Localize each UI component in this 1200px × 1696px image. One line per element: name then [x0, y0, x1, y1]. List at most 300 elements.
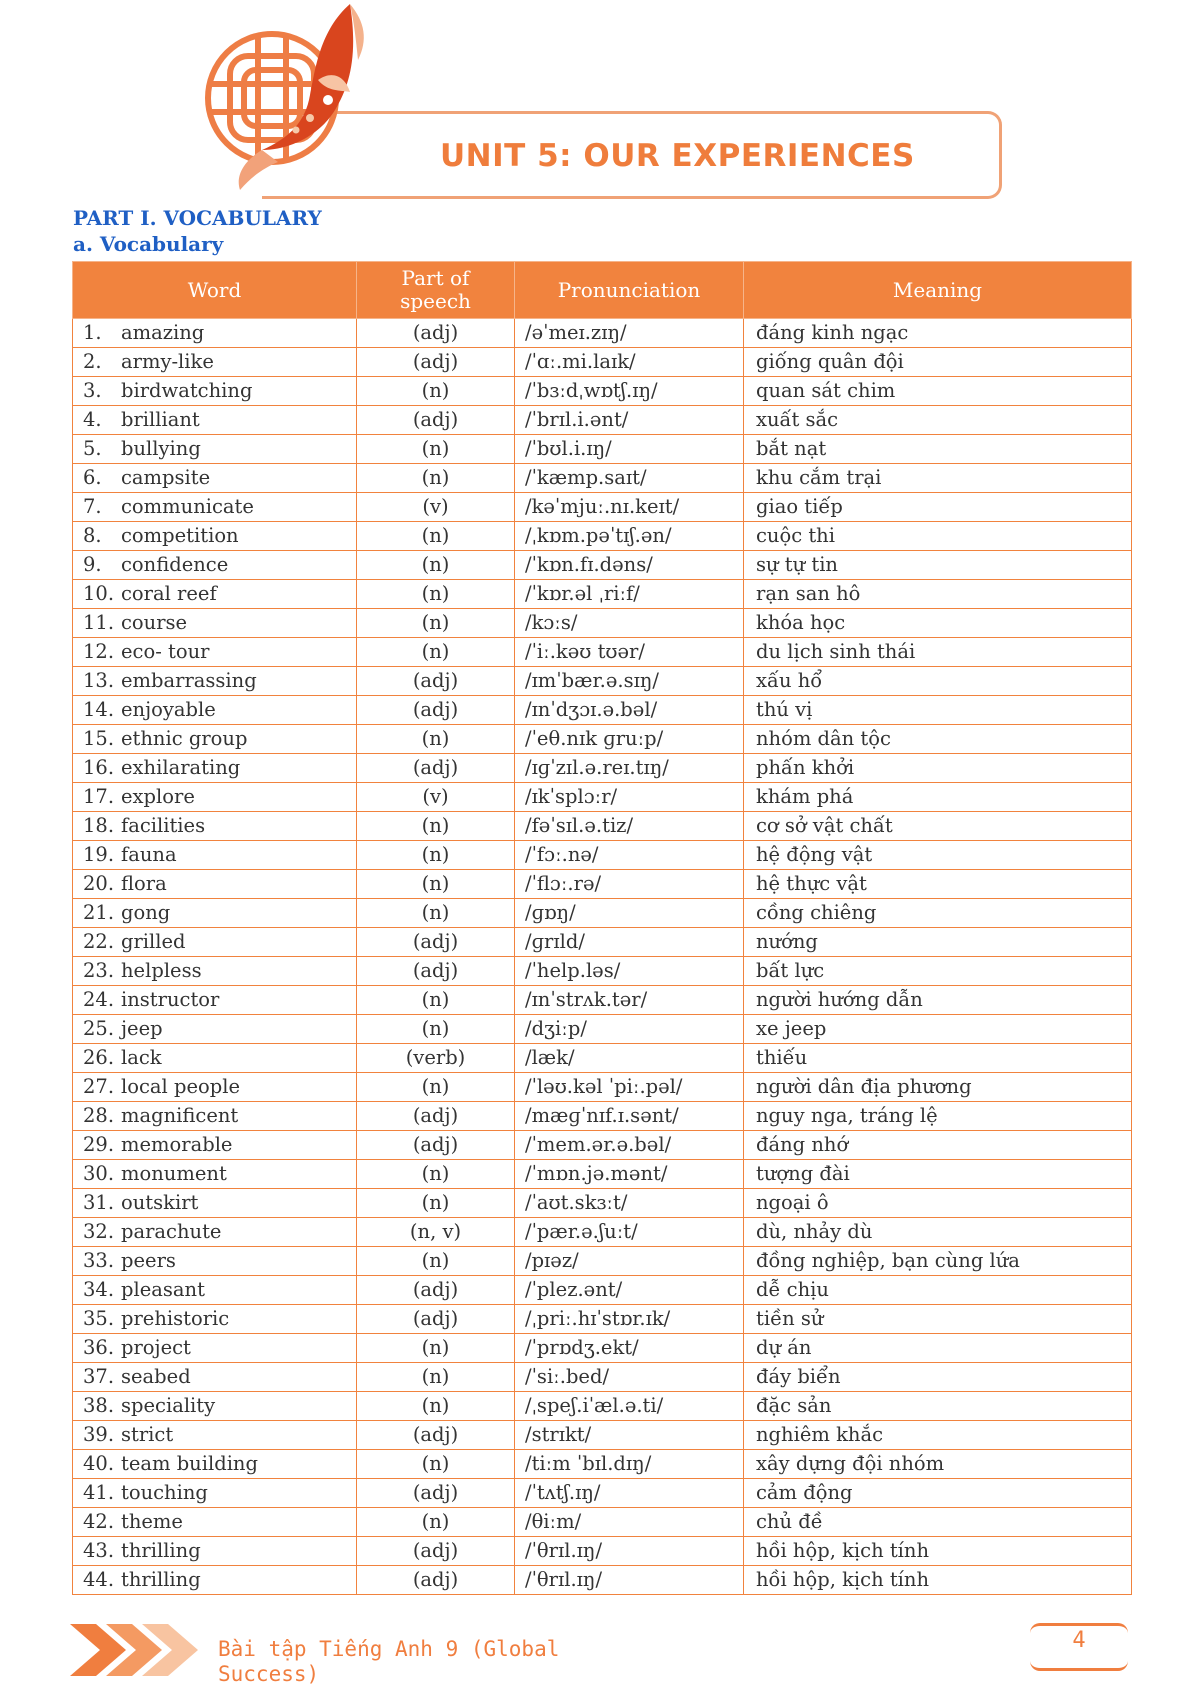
header-part-of-speech	[357, 262, 515, 319]
word-cell	[73, 1131, 357, 1160]
part-of-speech-cell: (n)	[357, 1247, 515, 1276]
word-cell	[73, 928, 357, 957]
part-of-speech-cell: (n)	[357, 1015, 515, 1044]
pronunciation-cell: /ˈplez.ənt/	[515, 1276, 744, 1305]
pronunciation-cell: /ɪnˈstrʌk.tər/	[515, 986, 744, 1015]
word-cell	[73, 783, 357, 812]
word-text: instructor	[121, 988, 220, 1011]
koi-fish-emblem-icon	[200, 0, 400, 205]
part-of-speech-cell: (adj)	[357, 1276, 515, 1305]
part-of-speech-cell: (n)	[357, 1392, 515, 1421]
meaning-cell: đáng nhớ	[744, 1131, 1132, 1160]
part-of-speech-cell: (n)	[357, 551, 515, 580]
word-cell	[73, 638, 357, 667]
pronunciation-cell: /ˌpriː.hɪˈstɒr.ɪk/	[515, 1305, 744, 1334]
word-cell	[73, 464, 357, 493]
meaning-cell: phấn khởi	[744, 754, 1132, 783]
row-number: 15.	[83, 727, 115, 750]
pronunciation-cell: /ˈkæmp.saɪt/	[515, 464, 744, 493]
word-text: birdwatching	[121, 379, 253, 402]
table-row	[73, 957, 1132, 986]
meaning-cell: đồng nghiệp, bạn cùng lứa	[744, 1247, 1132, 1276]
word-cell	[73, 870, 357, 899]
part-of-speech-cell: (n)	[357, 870, 515, 899]
word-text: magnificent	[121, 1104, 239, 1127]
table-row	[73, 464, 1132, 493]
meaning-cell: hệ thực vật	[744, 870, 1132, 899]
word-cell	[73, 841, 357, 870]
part-of-speech-cell: (n)	[357, 986, 515, 1015]
table-row	[73, 783, 1132, 812]
pronunciation-cell: /ˈsiː.bed/	[515, 1363, 744, 1392]
word-cell	[73, 609, 357, 638]
row-number: 40.	[83, 1452, 115, 1475]
meaning-cell: tượng đài	[744, 1160, 1132, 1189]
pronunciation-cell: /ˌkɒm.pəˈtɪʃ.ən/	[515, 522, 744, 551]
part-of-speech-cell: (n)	[357, 377, 515, 406]
pronunciation-cell: /ˌspeʃ.iˈæl.ə.ti/	[515, 1392, 744, 1421]
row-number: 16.	[83, 756, 115, 779]
part-of-speech-cell: (n)	[357, 435, 515, 464]
meaning-cell: nhóm dân tộc	[744, 725, 1132, 754]
row-number: 35.	[83, 1307, 115, 1330]
part-of-speech-cell: (n)	[357, 1363, 515, 1392]
page-header	[0, 0, 1200, 205]
header-meaning: Meaning	[744, 262, 1132, 319]
word-cell	[73, 1450, 357, 1479]
word-cell	[73, 348, 357, 377]
row-number: 34.	[83, 1278, 115, 1301]
meaning-cell: đáng kinh ngạc	[744, 319, 1132, 348]
word-cell	[73, 1334, 357, 1363]
row-number: 24.	[83, 988, 115, 1011]
word-cell	[73, 493, 357, 522]
table-row	[73, 1247, 1132, 1276]
part-of-speech-cell: (adj)	[357, 1131, 515, 1160]
word-text: seabed	[121, 1365, 191, 1388]
table-row	[73, 812, 1132, 841]
pronunciation-cell: /ˈmem.ər.ə.bəl/	[515, 1131, 744, 1160]
table-row	[73, 754, 1132, 783]
meaning-cell: cuộc thi	[744, 522, 1132, 551]
table-row	[73, 1537, 1132, 1566]
meaning-cell: tiền sử	[744, 1305, 1132, 1334]
word-cell	[73, 1218, 357, 1247]
row-number: 27.	[83, 1075, 115, 1098]
pronunciation-cell: /pɪəz/	[515, 1247, 744, 1276]
meaning-cell: du lịch sinh thái	[744, 638, 1132, 667]
part-of-speech-cell: (n)	[357, 1334, 515, 1363]
part-of-speech-cell: (n)	[357, 1189, 515, 1218]
pronunciation-cell: /ɪnˈdʒɔɪ.ə.bəl/	[515, 696, 744, 725]
word-cell	[73, 1189, 357, 1218]
word-cell	[73, 1247, 357, 1276]
table-row	[73, 1160, 1132, 1189]
part-of-speech-cell: (adj)	[357, 1421, 515, 1450]
pronunciation-cell: /ɪɡˈzɪl.ə.reɪ.tɪŋ/	[515, 754, 744, 783]
word-text: explore	[121, 785, 195, 808]
word-text: exhilarating	[121, 756, 241, 779]
meaning-cell: nướng	[744, 928, 1132, 957]
word-cell	[73, 1537, 357, 1566]
word-cell	[73, 377, 357, 406]
meaning-cell: dễ chịu	[744, 1276, 1132, 1305]
word-cell	[73, 754, 357, 783]
part-of-speech-cell: (n)	[357, 1450, 515, 1479]
row-number: 44.	[83, 1568, 115, 1591]
row-number: 9.	[83, 553, 102, 576]
part-heading: PART I. VOCABULARY	[73, 206, 322, 230]
word-text: peers	[121, 1249, 176, 1272]
meaning-cell: xuất sắc	[744, 406, 1132, 435]
table-row	[73, 1508, 1132, 1537]
word-text: local people	[121, 1075, 240, 1098]
row-number: 32.	[83, 1220, 115, 1243]
part-of-speech-cell: (n, v)	[357, 1218, 515, 1247]
part-of-speech-cell: (adj)	[357, 1102, 515, 1131]
part-of-speech-cell: (n)	[357, 638, 515, 667]
table-row	[73, 493, 1132, 522]
word-text: pleasant	[121, 1278, 205, 1301]
meaning-cell: nghiêm khắc	[744, 1421, 1132, 1450]
header-pos-line1: Part of	[401, 266, 470, 290]
meaning-cell: đáy biển	[744, 1363, 1132, 1392]
word-cell	[73, 522, 357, 551]
part-of-speech-cell: (n)	[357, 841, 515, 870]
table-header-row	[73, 262, 1132, 319]
table-row	[73, 1479, 1132, 1508]
word-cell	[73, 1363, 357, 1392]
row-number: 33.	[83, 1249, 115, 1272]
part-of-speech-cell: (adj)	[357, 754, 515, 783]
meaning-cell: ngoại ô	[744, 1189, 1132, 1218]
part-of-speech-cell: (n)	[357, 522, 515, 551]
part-of-speech-cell: (n)	[357, 1073, 515, 1102]
table-row	[73, 1363, 1132, 1392]
pronunciation-cell: /ˈeθ.nɪk ɡruːp/	[515, 725, 744, 754]
table-row	[73, 841, 1132, 870]
pronunciation-cell: /ˈpær.ə.ʃuːt/	[515, 1218, 744, 1247]
part-of-speech-cell: (adj)	[357, 319, 515, 348]
meaning-cell: giao tiếp	[744, 493, 1132, 522]
row-number: 23.	[83, 959, 115, 982]
table-row	[73, 348, 1132, 377]
word-text: thrilling	[121, 1568, 201, 1591]
part-of-speech-cell: (v)	[357, 783, 515, 812]
meaning-cell: rạn san hô	[744, 580, 1132, 609]
word-cell	[73, 1305, 357, 1334]
part-of-speech-cell: (adj)	[357, 406, 515, 435]
word-text: grilled	[121, 930, 186, 953]
word-cell	[73, 1102, 357, 1131]
pronunciation-cell: /ɡɒŋ/	[515, 899, 744, 928]
meaning-cell: cảm động	[744, 1479, 1132, 1508]
part-of-speech-cell: (n)	[357, 812, 515, 841]
pronunciation-cell: /ˈkɒn.fɪ.dəns/	[515, 551, 744, 580]
row-number: 26.	[83, 1046, 115, 1069]
table-row	[73, 1566, 1132, 1595]
word-cell	[73, 1044, 357, 1073]
word-cell	[73, 1073, 357, 1102]
meaning-cell: thiếu	[744, 1044, 1132, 1073]
table-row	[73, 551, 1132, 580]
pronunciation-cell: /ˈaʊt.skɜːt/	[515, 1189, 744, 1218]
meaning-cell: sự tự tin	[744, 551, 1132, 580]
part-of-speech-cell: (v)	[357, 493, 515, 522]
row-number: 36.	[83, 1336, 115, 1359]
pronunciation-cell: /ˈθrɪl.ɪŋ/	[515, 1566, 744, 1595]
row-number: 43.	[83, 1539, 115, 1562]
part-of-speech-cell: (n)	[357, 899, 515, 928]
word-text: bullying	[121, 437, 201, 460]
table-row	[73, 1421, 1132, 1450]
pronunciation-cell: /kɔːs/	[515, 609, 744, 638]
pronunciation-cell: /strɪkt/	[515, 1421, 744, 1450]
meaning-cell: hồi hộp, kịch tính	[744, 1537, 1132, 1566]
row-number: 11.	[83, 611, 115, 634]
row-number: 18.	[83, 814, 115, 837]
table-row	[73, 1131, 1132, 1160]
row-number: 30.	[83, 1162, 115, 1185]
pronunciation-cell: /læk/	[515, 1044, 744, 1073]
pronunciation-cell: /ˈtʌtʃ.ɪŋ/	[515, 1479, 744, 1508]
row-number: 29.	[83, 1133, 115, 1156]
word-text: gong	[121, 901, 171, 924]
part-of-speech-cell: (n)	[357, 580, 515, 609]
word-cell	[73, 1392, 357, 1421]
word-text: theme	[121, 1510, 183, 1533]
table-row	[73, 638, 1132, 667]
word-text: prehistoric	[121, 1307, 230, 1330]
meaning-cell: người dân địa phương	[744, 1073, 1132, 1102]
part-of-speech-cell: (verb)	[357, 1044, 515, 1073]
part-of-speech-cell: (n)	[357, 1508, 515, 1537]
row-number: 19.	[83, 843, 115, 866]
meaning-cell: khám phá	[744, 783, 1132, 812]
word-text: eco- tour	[121, 640, 210, 663]
row-number: 41.	[83, 1481, 115, 1504]
meaning-cell: thú vị	[744, 696, 1132, 725]
table-row	[73, 1392, 1132, 1421]
word-cell	[73, 899, 357, 928]
word-text: flora	[121, 872, 167, 895]
word-text: lack	[121, 1046, 162, 1069]
part-of-speech-cell: (adj)	[357, 667, 515, 696]
word-text: competition	[121, 524, 239, 547]
table-row	[73, 667, 1132, 696]
part-of-speech-cell: (n)	[357, 464, 515, 493]
word-text: coral reef	[121, 582, 217, 605]
table-row	[73, 522, 1132, 551]
table-row	[73, 1015, 1132, 1044]
row-number: 14.	[83, 698, 115, 721]
unit-title: UNIT 5: OUR EXPERIENCES	[440, 138, 915, 174]
row-number: 28.	[83, 1104, 115, 1127]
meaning-cell: dự án	[744, 1334, 1132, 1363]
table-row	[73, 870, 1132, 899]
word-cell	[73, 319, 357, 348]
part-of-speech-cell: (adj)	[357, 957, 515, 986]
word-text: speciality	[121, 1394, 216, 1417]
row-number: 6.	[83, 466, 102, 489]
vocabulary-table	[72, 261, 1132, 1595]
row-number: 37.	[83, 1365, 115, 1388]
word-cell	[73, 725, 357, 754]
table-body	[73, 319, 1132, 1595]
row-number: 5.	[83, 437, 102, 460]
meaning-cell: cồng chiêng	[744, 899, 1132, 928]
word-text: project	[121, 1336, 191, 1359]
meaning-cell: khóa học	[744, 609, 1132, 638]
pronunciation-cell: /ˈflɔː.rə/	[515, 870, 744, 899]
meaning-cell: xe jeep	[744, 1015, 1132, 1044]
table-row	[73, 1450, 1132, 1479]
row-number: 7.	[83, 495, 102, 518]
table-row	[73, 1189, 1132, 1218]
row-number: 31.	[83, 1191, 115, 1214]
pronunciation-cell: /tiːm ˈbɪl.dɪŋ/	[515, 1450, 744, 1479]
pronunciation-cell: /ɪkˈsplɔːr/	[515, 783, 744, 812]
row-number: 4.	[83, 408, 102, 431]
row-number: 13.	[83, 669, 115, 692]
table-row	[73, 580, 1132, 609]
row-number: 3.	[83, 379, 102, 402]
meaning-cell: người hướng dẫn	[744, 986, 1132, 1015]
part-of-speech-cell: (n)	[357, 725, 515, 754]
row-number: 12.	[83, 640, 115, 663]
part-of-speech-cell: (adj)	[357, 1305, 515, 1334]
pronunciation-cell: /ˈmɒn.jə.mənt/	[515, 1160, 744, 1189]
word-text: monument	[121, 1162, 227, 1185]
word-text: enjoyable	[121, 698, 216, 721]
pronunciation-cell: /ɡrɪld/	[515, 928, 744, 957]
word-text: brilliant	[121, 408, 200, 431]
table-row	[73, 1334, 1132, 1363]
word-text: outskirt	[121, 1191, 199, 1214]
word-text: thrilling	[121, 1539, 201, 1562]
table-row	[73, 1276, 1132, 1305]
table-row	[73, 377, 1132, 406]
row-number: 21.	[83, 901, 115, 924]
row-number: 20.	[83, 872, 115, 895]
table-row	[73, 1073, 1132, 1102]
table-row	[73, 319, 1132, 348]
word-cell	[73, 696, 357, 725]
pronunciation-cell: /fəˈsɪl.ə.tiz/	[515, 812, 744, 841]
meaning-cell: đặc sản	[744, 1392, 1132, 1421]
word-cell	[73, 1479, 357, 1508]
row-number: 2.	[83, 350, 102, 373]
pronunciation-cell: /kəˈmjuː.nɪ.keɪt/	[515, 493, 744, 522]
meaning-cell: giống quân đội	[744, 348, 1132, 377]
meaning-cell: cơ sở vật chất	[744, 812, 1132, 841]
word-cell	[73, 986, 357, 1015]
meaning-cell: bất lực	[744, 957, 1132, 986]
word-text: helpless	[121, 959, 202, 982]
word-text: parachute	[121, 1220, 222, 1243]
word-text: campsite	[121, 466, 211, 489]
table-row	[73, 696, 1132, 725]
sub-heading: a. Vocabulary	[73, 232, 224, 256]
pronunciation-cell: /əˈmeɪ.zɪŋ/	[515, 319, 744, 348]
table-row	[73, 1218, 1132, 1247]
part-of-speech-cell: (n)	[357, 1160, 515, 1189]
word-cell	[73, 1566, 357, 1595]
row-number: 17.	[83, 785, 115, 808]
pronunciation-cell: /ˈiː.kəʊ tʊər/	[515, 638, 744, 667]
word-cell	[73, 551, 357, 580]
pronunciation-cell: /ˈkɒr.əl ˌriːf/	[515, 580, 744, 609]
word-text: confidence	[121, 553, 229, 576]
part-of-speech-cell: (adj)	[357, 1479, 515, 1508]
row-number: 42.	[83, 1510, 115, 1533]
page-number: 4	[1072, 1628, 1086, 1653]
word-text: course	[121, 611, 188, 634]
word-cell	[73, 1276, 357, 1305]
word-cell	[73, 580, 357, 609]
row-number: 22.	[83, 930, 115, 953]
meaning-cell: xây dựng đội nhóm	[744, 1450, 1132, 1479]
row-number: 25.	[83, 1017, 115, 1040]
part-of-speech-cell: (adj)	[357, 928, 515, 957]
word-text: touching	[121, 1481, 208, 1504]
pronunciation-cell: /ˈɑː.mi.laɪk/	[515, 348, 744, 377]
table-row	[73, 435, 1132, 464]
header-pos-line2: speech	[400, 289, 471, 313]
part-of-speech-cell: (n)	[357, 609, 515, 638]
word-cell	[73, 1015, 357, 1044]
pronunciation-cell: /mæɡˈnɪf.ɪ.sənt/	[515, 1102, 744, 1131]
word-text: team building	[121, 1452, 258, 1475]
word-cell	[73, 1421, 357, 1450]
pronunciation-cell: /ˈprɒdʒ.ekt/	[515, 1334, 744, 1363]
pronunciation-cell: /θiːm/	[515, 1508, 744, 1537]
word-cell	[73, 435, 357, 464]
meaning-cell: khu cắm trại	[744, 464, 1132, 493]
meaning-cell: hồi hộp, kịch tính	[744, 1566, 1132, 1595]
meaning-cell: chủ đề	[744, 1508, 1132, 1537]
word-cell	[73, 1508, 357, 1537]
table-row	[73, 609, 1132, 638]
meaning-cell: nguy nga, tráng lệ	[744, 1102, 1132, 1131]
word-cell	[73, 812, 357, 841]
table-row	[73, 928, 1132, 957]
pronunciation-cell: /ˈfɔː.nə/	[515, 841, 744, 870]
meaning-cell: bắt nạt	[744, 435, 1132, 464]
table-row	[73, 1305, 1132, 1334]
meaning-cell: xấu hổ	[744, 667, 1132, 696]
word-text: embarrassing	[121, 669, 257, 692]
table-row	[73, 899, 1132, 928]
pronunciation-cell: /ˈhelp.ləs/	[515, 957, 744, 986]
pronunciation-cell: /ɪmˈbær.ə.sɪŋ/	[515, 667, 744, 696]
row-number: 10.	[83, 582, 115, 605]
word-cell	[73, 667, 357, 696]
chevron-arrows-icon	[70, 1624, 220, 1676]
part-of-speech-cell: (adj)	[357, 696, 515, 725]
pronunciation-cell: /ˈləʊ.kəl ˈpiː.pəl/	[515, 1073, 744, 1102]
word-text: jeep	[121, 1017, 163, 1040]
table-row	[73, 406, 1132, 435]
part-of-speech-cell: (adj)	[357, 1566, 515, 1595]
pronunciation-cell: /ˈbɜːdˌwɒtʃ.ɪŋ/	[515, 377, 744, 406]
word-cell	[73, 406, 357, 435]
pronunciation-cell: /ˈbrɪl.i.ənt/	[515, 406, 744, 435]
row-number: 38.	[83, 1394, 115, 1417]
part-of-speech-cell: (adj)	[357, 348, 515, 377]
pronunciation-cell: /ˈθrɪl.ɪŋ/	[515, 1537, 744, 1566]
word-text: army-like	[121, 350, 214, 373]
